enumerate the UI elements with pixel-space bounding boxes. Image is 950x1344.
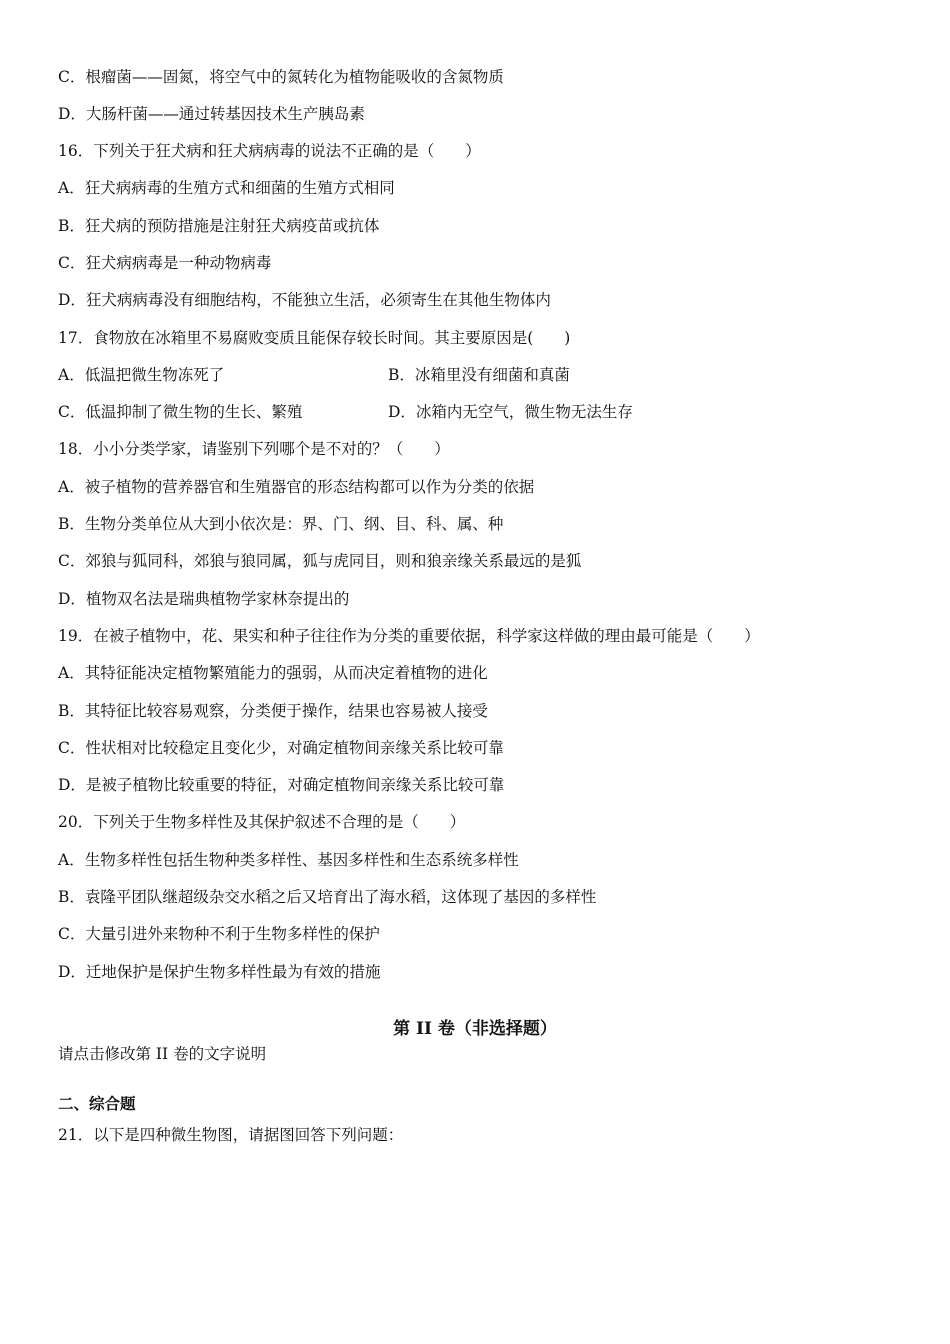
q19-option-c: C．性状相对比较稳定且变化少，对确定植物间亲缘关系比较可靠 [58,739,504,757]
q16-option-a: A．狂犬病病毒的生殖方式和细菌的生殖方式相同 [58,179,395,197]
section-title: 第 II 卷（非选择题） [393,1019,557,1039]
q16-option-c: C．狂犬病病毒是一种动物病毒 [58,254,272,272]
q17-option-c: C．低温抑制了微生物的生长、繁殖 [58,403,303,421]
q18-option-d: D．植物双名法是瑞典植物学家林奈提出的 [58,590,350,608]
q19-stem: 19．在被子植物中，花、果实和种子往往作为分类的重要依据，科学家这样做的理由最可能是（ ） [58,627,760,645]
q15-option-c: C．根瘤菌——固氮，将空气中的氮转化为植物能吸收的含氮物质 [58,68,504,86]
q17-option-d: D．冰箱内无空气，微生物无法生存 [388,403,633,421]
part-heading: 二、综合题 [58,1094,136,1113]
q17-option-b: B．冰箱里没有细菌和真菌 [388,366,570,384]
q19-option-b: B．其特征比较容易观察，分类便于操作，结果也容易被人接受 [58,702,488,720]
q18-stem: 18．小小分类学家，请鉴别下列哪个是不对的？（ ） [58,440,450,458]
q18-option-c: C．郊狼与狐同科，郊狼与狼同属，狐与虎同目，则和狼亲缘关系最远的是狐 [58,552,582,570]
q20-stem: 20．下列关于生物多样性及其保护叙述不合理的是（ ） [58,813,466,831]
q20-option-d: D．迁地保护是保护生物多样性最为有效的措施 [58,963,381,981]
q17-option-a: A．低温把微生物冻死了 [58,366,225,384]
q19-option-d: D．是被子植物比较重要的特征，对确定植物间亲缘关系比较可靠 [58,776,505,794]
q20-option-a: A．生物多样性包括生物种类多样性、基因多样性和生态系统多样性 [58,851,519,869]
q18-option-a: A．被子植物的营养器官和生殖器官的形态结构都可以作为分类的依据 [58,478,535,496]
section-note: 请点击修改第 II 卷的文字说明 [58,1045,267,1063]
q20-option-c: C．大量引进外来物种不利于生物多样性的保护 [58,925,380,943]
q17-stem: 17．食物放在冰箱里不易腐败变质且能保存较长时间。其主要原因是( ) [58,329,571,347]
q18-option-b: B．生物分类单位从大到小依次是：界、门、纲、目、科、属、种 [58,515,504,533]
q16-option-b: B．狂犬病的预防措施是注射狂犬病疫苗或抗体 [58,217,380,235]
q20-option-b: B．袁隆平团队继超级杂交水稻之后又培育出了海水稻，这体现了基因的多样性 [58,888,597,906]
q16-option-d: D．狂犬病病毒没有细胞结构，不能独立生活，必须寄生在其他生物体内 [58,291,551,309]
q16-stem: 16．下列关于狂犬病和狂犬病病毒的说法不正确的是（ ） [58,142,481,160]
q15-option-d: D．大肠杆菌——通过转基因技术生产胰岛素 [58,105,365,123]
q19-option-a: A．其特征能决定植物繁殖能力的强弱，从而决定着植物的进化 [58,664,488,682]
q21-stem: 21．以下是四种微生物图，请据图回答下列问题： [58,1126,404,1144]
